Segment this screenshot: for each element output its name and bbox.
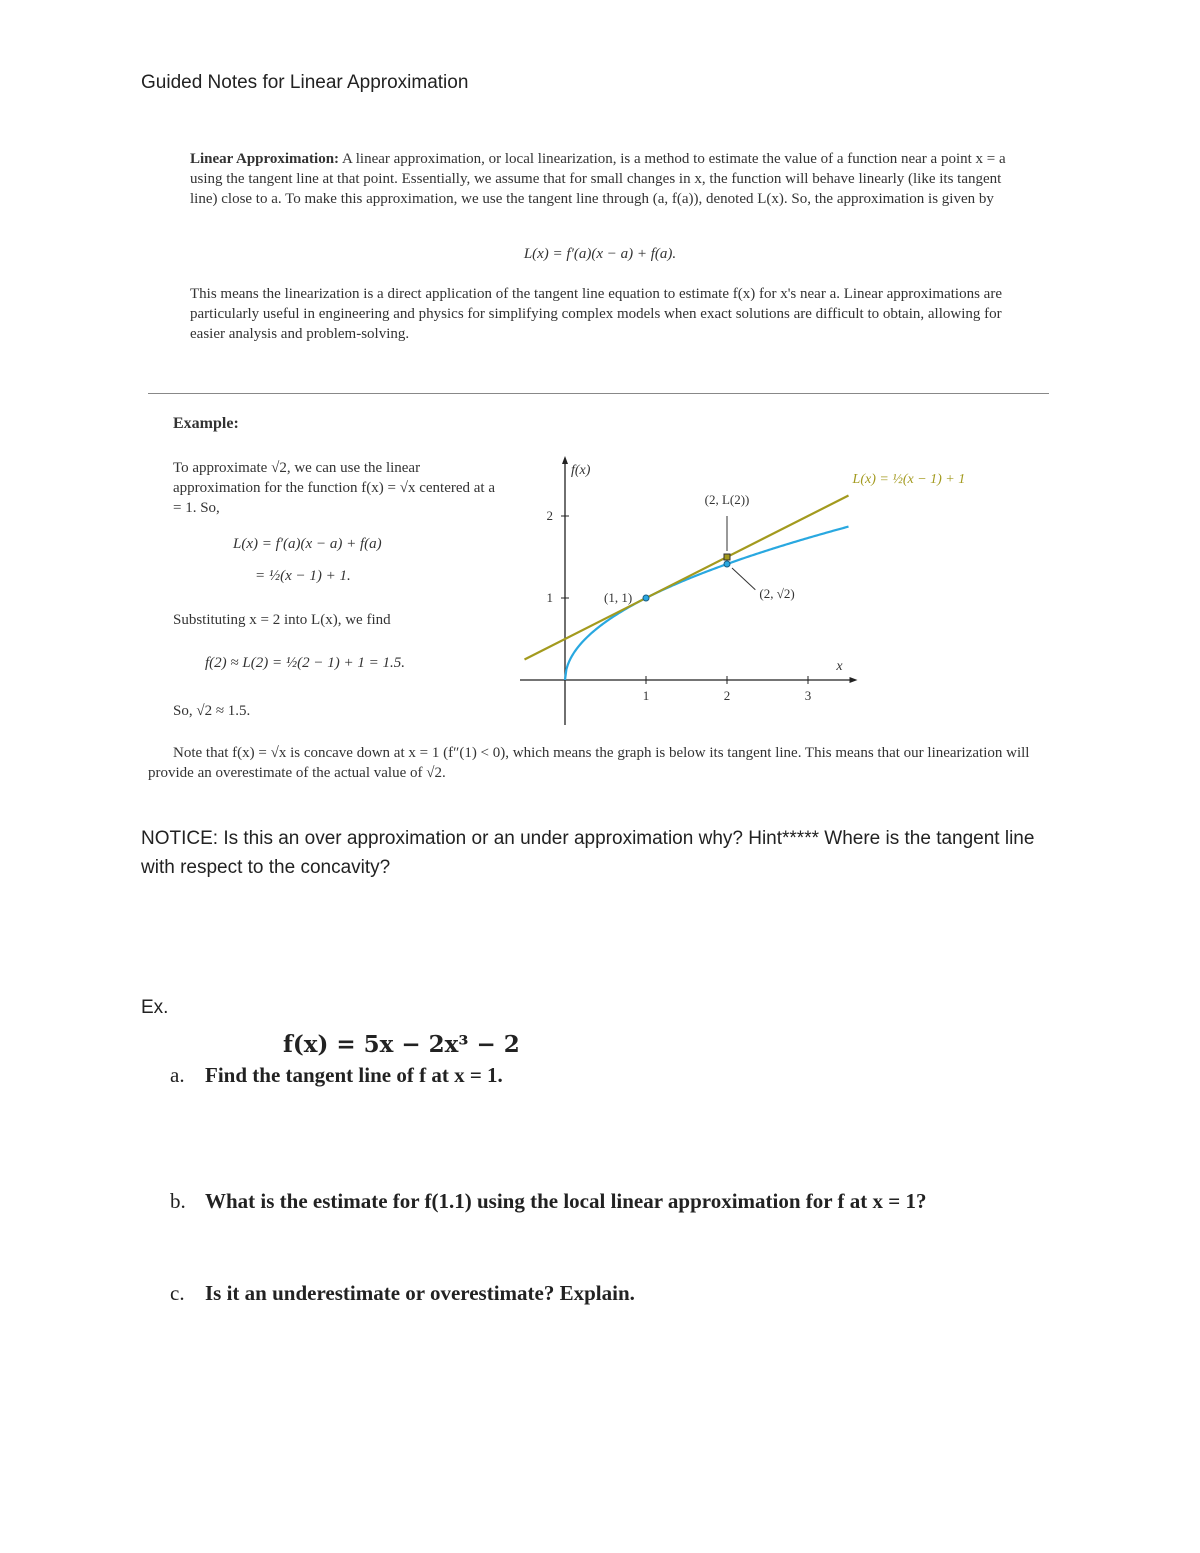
example-heading: Example: [173, 415, 239, 432]
point-1-1 [643, 595, 649, 601]
x-tick-label: 3 [804, 688, 812, 703]
concavity-note: Note that f(x) = √x is concave down at x = 1 (f″(1) < 0), which means the graph is below its tangent line. This means that our linearization will provide an overestimate of the actual value of √2. [148, 745, 1030, 781]
y-axis-arrow [562, 456, 568, 464]
point-2-sqrt2 [724, 561, 730, 567]
x-tick-label: 1 [642, 688, 650, 703]
question-c-letter: c. [170, 1281, 185, 1305]
point-label-1-1: (1, 1) [604, 590, 633, 605]
definition-formula: L(x) = f′(a)(x − a) + f(a). [523, 246, 677, 262]
question-a-letter: a. [170, 1063, 185, 1087]
definition-body: A linear approximation, or local linearization, is a method to estimate the value of a function near a point x = a using the tangent line at that point. Essentially, we assume that for small changes in x, the function will behave linearly (like its tangent line) close to a. To make this approximation, we use the tangent line through (a, f(a)), denoted L(x). So, the approximation is given by [190, 151, 1006, 207]
example-conclusion: So, √2 ≈ 1.5. [173, 703, 251, 719]
question-a-text: Find the tangent line of f at x = 1. [205, 1063, 503, 1087]
example-intro: To approximate √2, we can use the linear approximation for the function f(x) = √x centered at a = 1. So, [173, 460, 495, 516]
definition-term: Linear Approximation: [190, 151, 340, 167]
x-tick-label: 2 [723, 688, 731, 703]
y-tick-label: 2 [546, 508, 553, 523]
exercise-function: f(x) = 5x − 2x³ − 2 [283, 1031, 520, 1058]
leader-sqrt2 [732, 568, 755, 590]
question-b-letter: b. [170, 1189, 186, 1213]
notice-question: NOTICE: Is this an over approximation or an under approximation why? Hint***** Where is the tangent line with respect to the concavity? [141, 828, 1035, 878]
question-b [170, 1189, 926, 1214]
tangent-line-label: L(x) = ½(x − 1) + 1 [852, 472, 966, 487]
question-b-text: What is the estimate for f(1.1) using the local linear approximation for f at x = 1? [205, 1189, 927, 1213]
point-label-2-sqrt2: (2, √2) [759, 586, 795, 601]
x-axis-arrow [850, 677, 858, 683]
y-axis-label: f(x) [571, 463, 591, 478]
tangent-line [525, 496, 849, 660]
example-substitution-text: Substituting x = 2 into L(x), we find [173, 612, 391, 628]
linearization-chart [505, 450, 1025, 730]
definition-followup: This means the linearization is a direct application of the tangent line equation to estimate f(x) for x's near a. Linear approximations are particularly useful in engineering and physics for simplifying complex models when exact solutions are difficult to obtain, allowing for easier analysis and problem-solving. [190, 286, 1002, 342]
definition-paragraph [190, 149, 1012, 209]
point-label-2-L2: (2, L(2)) [704, 492, 750, 507]
question-c-text: Is it an underestimate or overestimate? Explain. [205, 1281, 635, 1305]
question-a [170, 1063, 503, 1088]
question-c [170, 1281, 635, 1306]
page-title: Guided Notes for Linear Approximation [141, 72, 469, 93]
exercise-label: Ex. [141, 997, 169, 1018]
example-evaluation: f(2) ≈ L(2) = ½(2 − 1) + 1 = 1.5. [205, 655, 405, 671]
y-tick-label: 1 [546, 590, 553, 605]
section-divider [148, 393, 1049, 394]
example-equation-line-2: = ½(x − 1) + 1. [255, 568, 351, 584]
example-equation-line-1: L(x) = f′(a)(x − a) + f(a) [233, 536, 382, 552]
point-2-L2 [724, 554, 730, 560]
x-axis-label: x [836, 659, 843, 674]
